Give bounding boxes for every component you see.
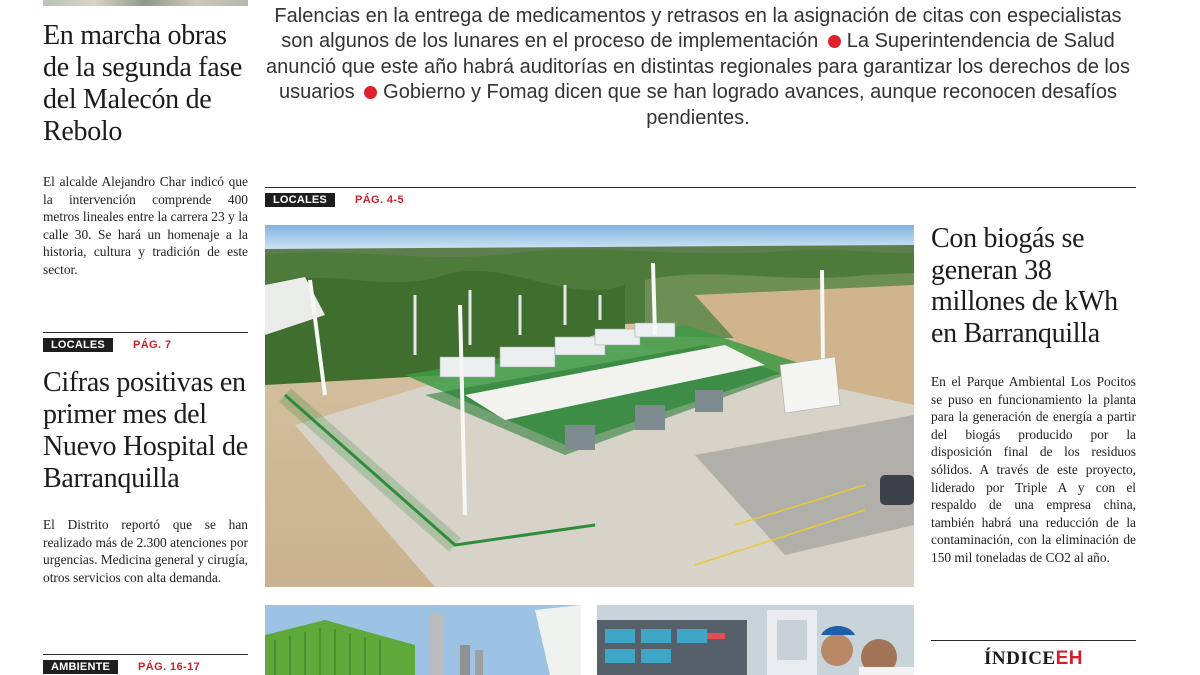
- story2-body: El Distrito reportó que se han realizado más de 2.300 atenciones por urgencias. Medicina general y cirugía, otros servicios con alta demanda.: [43, 517, 248, 585]
- top-photo-strip: [43, 0, 248, 6]
- section-rule: [265, 187, 1136, 188]
- section-page-ref[interactable]: PÁG. 4-5: [354, 194, 405, 206]
- section-page-ref[interactable]: PÁG. 7: [132, 339, 172, 351]
- deck-part-2: La Superintendencia de Salud anunció que este año habrá auditorías en distintas regionales para garantizar los derechos de los usuarios: [266, 30, 1130, 104]
- red-bullet-icon: [364, 86, 377, 99]
- red-bullet-icon: [828, 35, 841, 48]
- lead-story-deck: [262, 4, 1134, 131]
- biogas-body: En el Parque Ambiental Los Pocitos se puso en funcionamiento la planta para la generación de energía a partir del biogás producido por la disposición final de los residuos sólidos. A través de este proyecto, liderado por Triple A y con el respaldo de una empresa china, también habrá una reducción de la contaminación, con la eliminación de 150 mil toneladas de CO2 al año.: [931, 374, 1136, 565]
- section-rule: [43, 332, 248, 333]
- section-page-ref[interactable]: PÁG. 16-17: [138, 661, 201, 673]
- story1-body: El alcalde Alejandro Char indicó que la intervención comprende 400 metros lineales entre la carrera 23 y la calle 30. Se hará un homenaje a la historia, cultura y tradición de este sector.: [43, 174, 248, 277]
- section-header-locales-left: [43, 332, 248, 352]
- index-heading[interactable]: [931, 648, 1136, 670]
- story2-headline[interactable]: Cifras positivas en primer mes del Nuevo Hospital de Barranquilla: [43, 367, 248, 494]
- section-tag[interactable]: LOCALES: [265, 193, 335, 207]
- biogas-headline[interactable]: Con biogás se generan 38 millones de kWh en Barranquilla: [931, 223, 1118, 349]
- index-rule: [931, 640, 1136, 641]
- eh-brand-logo: EH: [1055, 648, 1084, 669]
- deck-part-3: Gobierno y Fomag dicen que se han logrado avances, aunque reconocen desafíos pendientes.: [383, 81, 1117, 129]
- section-rule: [43, 654, 248, 655]
- control-room-photo[interactable]: [597, 605, 914, 675]
- story1-headline[interactable]: En marcha obras de la segunda fase del Malecón de Rebolo: [43, 20, 243, 147]
- deck-part-1: Falencias en la entrega de medicamentos y retrasos en la asignación de citas con especialistas son algunos de los lunares en el proceso de implementación: [274, 5, 1122, 53]
- biogas-plant-photo[interactable]: [265, 225, 914, 587]
- plant-machinery-photo[interactable]: [265, 605, 581, 675]
- section-tag[interactable]: AMBIENTE: [43, 660, 118, 674]
- section-header-locales-main: [265, 187, 1136, 207]
- section-tag[interactable]: LOCALES: [43, 338, 113, 352]
- index-label: ÍNDICE: [983, 648, 1056, 669]
- section-header-ambiente: [43, 654, 248, 674]
